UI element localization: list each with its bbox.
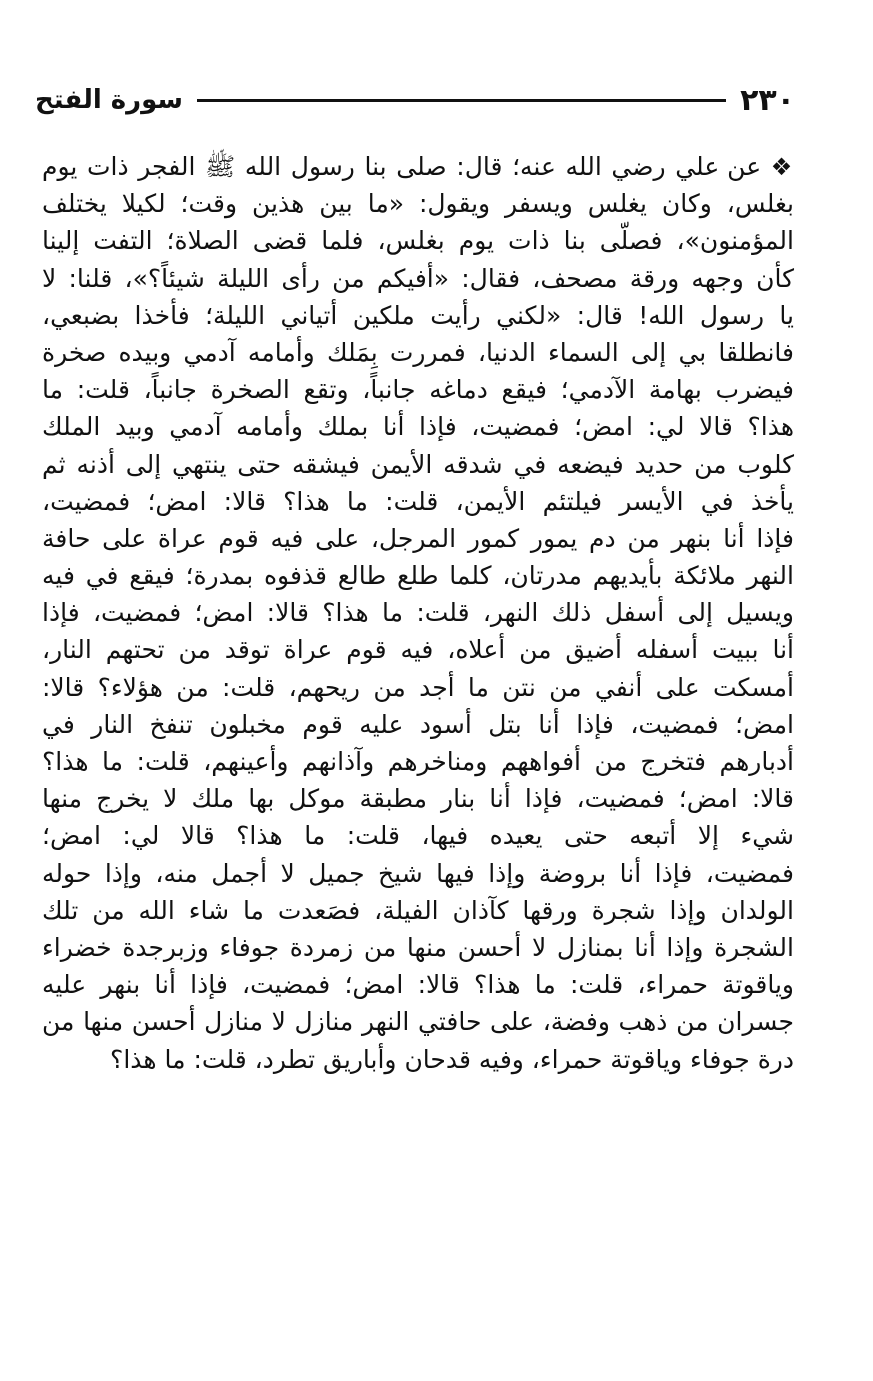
body-text [42,148,794,1078]
text-line: الولدان وإذا شجرة ورقها كآذان الفيلة، فصَعدت ما شاء الله من تلك [42,895,794,925]
text-line: المؤمنون»، فصلّى بنا ذات يوم بغلس، فلما قضى الصلاة؛ التفت إلينا [42,226,794,256]
text-line: امض؛ فمضيت، فإذا أنا بتل أسود عليه قوم مخبلون تنفخ النار في [42,709,794,739]
text-line: أنا ببيت أسفله أضيق من أعلاه، فيه قوم عراة توقد من تحتهم النار، [42,635,794,665]
text-line: فيضرب بهامة الآدمي؛ فيقع دماغه جانباً، وتقع الصخرة جانباً، قلت: ما [42,375,794,405]
text-line: هذا؟ قالا لي: امض؛ فمضيت، فإذا أنا بملك وأمامه آدمي وبيد الملك [42,412,794,442]
text-line: النهر ملائكة بأيديهم مدرتان، كلما طلع طالع قذفوه بمدرة؛ فيقع في فيه [42,561,794,591]
text-line: فمضيت، فإذا أنا بروضة وإذا فيها شيخ جميل لا أجمل منه، وإذا حوله [42,858,794,888]
header-rule [197,99,726,102]
text-line: فانطلقا بي إلى السماء الدنيا، فمررت بِمَلك وأمامه آدمي وبيده صخرة [42,337,794,367]
text-line: كأن وجهه ورقة مصحف، فقال: «أفيكم من رأى الليلة شيئاً؟»، قلنا: لا [42,263,794,293]
text-line: شيء إلا أتبعه حتى يعيده فيها، قلت: ما هذا؟ قالا لي: امض؛ [42,821,794,851]
text-line: درة جوفاء وياقوتة حمراء، وفيه قدحان وأباريق تطرد، قلت: ما هذا؟ [110,1044,794,1074]
text-line: يا رسول الله! قال: «لكني رأيت ملكين أتياني الليلة؛ فأخذا بضبعي، [42,300,794,330]
text-line: جسران من ذهب وفضة، على حافتي النهر منازل لا منازل أحسن منها من [42,1007,794,1037]
surah-title: سورة الفتح [35,85,183,115]
text-line: الشجرة وإذا أنا بمنازل لا أحسن منها من زمردة جوفاء وزبرجدة خضراء [42,932,794,962]
text-line: وياقوتة حمراء، قلت: ما هذا؟ قالا: امض؛ فمضيت، فإذا أنا بنهر عليه [42,970,794,1000]
text-line: أدبارهم فتخرج من أفواههم ومناخرهم وآذانهم وأعينهم، قلت: ما هذا؟ [42,747,794,776]
text-line: يأخذ في الأيسر فيلتئم الأيمن، قلت: ما هذا؟ قالا: امض؛ فمضيت، [42,486,794,516]
text-line: كلوب من حديد فيضعه في شدقه الأيمن فيشقه حتى ينتهي إلى أذنه ثم [42,449,794,479]
text-line: أمسكت على أنفي من نتن ما أجد من ريحهم، قلت: من هؤلاء؟ قالا: [42,672,794,702]
page-header [35,78,795,122]
text-line: ❖ عن علي رضي الله عنه؛ قال: صلى بنا رسول الله ﷺ الفجر ذات يوم [42,152,795,181]
text-line: قالا: امض؛ فمضيت، فإذا أنا بنار مطبقة موكل بها ملك لا يخرج منها [42,784,794,814]
page-number: ٢٣٠ [740,82,795,118]
text-line: ويسيل إلى أسفل ذلك النهر، قلت: ما هذا؟ قالا: امض؛ فمضيت، فإذا [42,598,794,628]
text-line: فإذا أنا بنهر من دم يمور كمور المرجل، على فيه قوم عراة على حافة [42,523,794,553]
text-line: بغلس، وكان يغلس ويسفر ويقول: «ما بين هذين وقت؛ لكيلا يختلف [42,189,794,219]
diamond-bullet-icon: ❖ [770,153,795,181]
